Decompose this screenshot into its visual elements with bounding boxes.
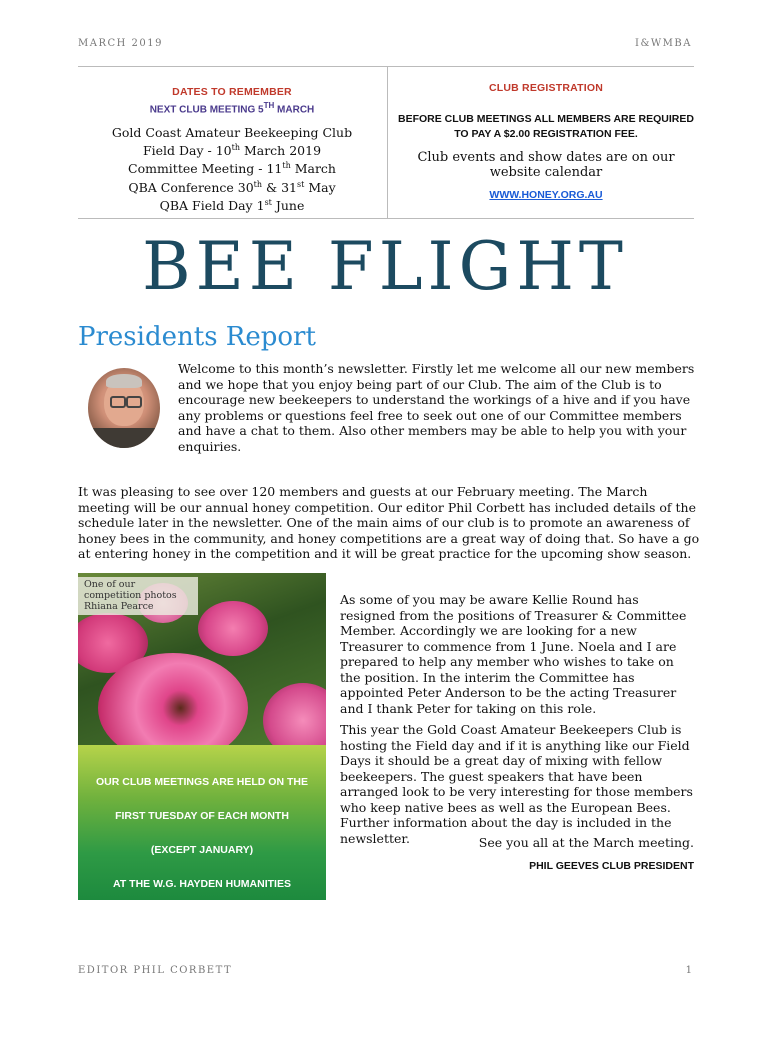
president-photo [88,368,160,448]
shirt-shape [88,428,160,448]
meetings-line: CENTRE [180,912,224,924]
field-day-paragraph: This year the Gold Coast Amateur Beekeepers Club is hosting the Field day and if it is anything like our Field Days it should be a great day of mixing with fellow beekeepers. The guest speakers that have been arranged look to be very interesting for those members who keep native bees as well as the European Bees. Further information about the day is included in the newsletter. [340,722,693,846]
treasurer-paragraph: As some of you may be aware Kellie Round has resigned from the positions of Treasurer & Committee Member. Accordingly we are looking for a new Treasurer to commence from 1 June. Noela and I are prepared to help any member who wishes to take on the position. In the interim the Committee has appointed Peter Anderson to be the acting Treasurer and I thank Peter for taking on this role. [340,592,687,716]
meetings-line: OUR CLUB MEETINGS ARE HELD ON THE [96,776,308,788]
registration-heading: CLUB REGISTRATION [488,82,604,94]
column-divider [387,66,388,219]
meetings-line: IPSWICH $7.30^{PM}$. [160,982,244,997]
glasses-left [110,396,126,408]
hair-shape [106,374,142,388]
registration-panel [392,82,700,202]
next-meeting: NEXT CLUB MEETING 5TH MARCH [149,101,315,116]
section-title: Presidents Report [78,322,316,352]
flower-2 [198,601,268,656]
bottom-rule [78,218,694,219]
masthead-title: BEE FLIGHT [142,228,628,305]
dates-heading: DATES TO REMEMBER [172,86,292,98]
header-org: I&WMBA [635,38,692,49]
date-item: QBA Conference 30th & 31st May [128,179,336,195]
dates-panel [78,86,386,213]
registration-notice: BEFORE CLUB MEETINGS ALL MEMBERS ARE REQUIRED TO PAY A $2.00 REGISTRATION FEE. [398,113,694,140]
competition-photo [78,573,326,745]
page-number: 1 [685,965,692,976]
meetings-line: FIRST TUESDAY OF EACH MONTH [115,810,289,822]
intro-paragraph: Welcome to this month’s newsletter. Firstly let me welcome all our new members and we hope that you enjoy being part of our Club. The aim of the Club is to encourage new beekeepers to understand the workings of a hive and if you have any problems or questions feel free to seek out one of our Committee members and have a chat to them. Also other members may be able to help you with your enquiries. [178,361,695,454]
meetings-line: VISITORS WELCOME [148,1018,256,1031]
date-item: Field Day - 10th March 2019 [142,143,322,159]
date-item: Gold Coast Amateur Beekeeping Club [111,125,353,141]
photo-caption: One of our competition photos Rhiana Pearce [78,577,198,615]
date-item: Committee Meeting - 11th March [128,161,336,177]
footer-editor: EDITOR PHIL CORBETT [78,965,233,976]
glasses-right [126,396,142,408]
signature: PHIL GEEVES CLUB PRESIDENT [529,860,694,872]
meetings-line: (EXCEPT JANUARY) [150,844,254,856]
meetings-line: AT THE W.G. HAYDEN HUMANITIES [113,878,291,890]
dates-list [78,125,386,213]
top-rule [78,66,694,67]
treasurer-column [340,592,694,852]
signoff: See you all at the March meeting. [478,835,694,850]
website-link[interactable]: WWW.HONEY.ORG.AU [489,189,603,201]
calendar-text: Club events and show dates are on our website calendar [417,150,675,180]
date-item: QBA Field Day 1st June [159,197,305,213]
body-paragraph: It was pleasing to see over 120 members and guests at our February meeting. The March meeting will be our annual honey competition. Our editor Phil Corbett has included details of the schedule later in the newsletter. One of the main aims of our club is to promote an awareness of honey bees in the community, and honey competitions are a great way of doing that. So have a go at entering honey in the competition and it will be great practice for the upcoming show season. [78,484,700,561]
meetings-text [78,757,326,1051]
header-month: MARCH 2019 [78,38,163,49]
meetings-line: CNR. SOUTH AND NICHOLAS STREETS, [100,946,304,958]
